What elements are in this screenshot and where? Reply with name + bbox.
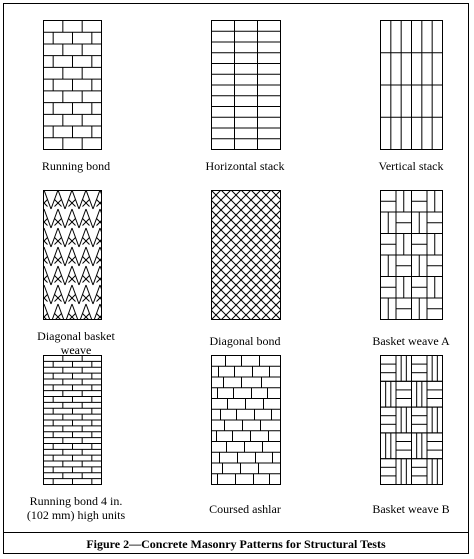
label-basket-weave-a-line1: Basket weave A [372,334,450,348]
figure-caption: Figure 2—Concrete Masonry Patterns for Structural Tests [86,537,386,551]
label-diagonal-basket-weave-line2: weave [60,343,92,357]
panel-horizontal-stack-pattern [211,20,281,150]
caption-divider [3,532,469,533]
label-coursed-ashlar-line1: Coursed ashlar [209,502,281,516]
panel-basket-weave-b-pattern [380,355,443,485]
weave-cell [396,407,412,433]
weave-cell [412,381,428,407]
label-basket-weave-b-line1: Basket weave B [372,502,450,516]
weave-cell [381,459,397,485]
panel-basket-weave-a-pattern [380,190,443,320]
label-horizontal-stack [175,159,315,173]
panel-diagonal-basket-weave-pattern [43,190,102,320]
panel-running-bond-pattern [43,20,102,150]
label-running-bond-line1: Running bond [41,159,111,173]
label-basket-weave-a [341,334,474,348]
panel-diagonal-bond-pattern [211,190,281,320]
label-diagonal-bond-line1: Diagonal bond [209,334,281,348]
weave-cell [396,459,412,485]
weave-cell [412,433,428,459]
weave-cell [396,381,412,407]
weave-cell [412,356,428,382]
label-horizontal-stack-line1: Horizontal stack [205,159,285,173]
panel-running-bond-4in-pattern [43,355,102,485]
panel-coursed-ashlar-pattern [211,355,281,485]
label-basket-weave-b [341,502,474,516]
weave-cell [412,407,428,433]
label-diagonal-basket-weave [6,329,146,357]
weave-cell [381,381,397,407]
weave-cell [427,433,443,459]
weave-cell [381,433,397,459]
weave-cell [412,459,428,485]
label-running-bond-4in-line1: Running bond 4 in. [29,494,123,508]
label-vertical-stack-line1: Vertical stack [378,159,444,173]
weave-cell [427,356,443,382]
label-vertical-stack [341,159,474,173]
panel-vertical-stack-pattern [380,20,443,150]
label-running-bond-4in [6,494,146,522]
label-coursed-ashlar [175,502,315,516]
weave-cell [381,407,397,433]
label-diagonal-basket-weave-line1: Diagonal basket [37,329,115,343]
weave-cell [427,381,443,407]
weave-cell [427,459,443,485]
weave-cell [396,356,412,382]
label-running-bond-4in-line2: (102 mm) high units [26,508,126,522]
label-diagonal-bond [175,334,315,348]
weave-cell [427,407,443,433]
weave-cell [396,433,412,459]
label-running-bond [6,159,146,173]
weave-cell [381,356,397,382]
